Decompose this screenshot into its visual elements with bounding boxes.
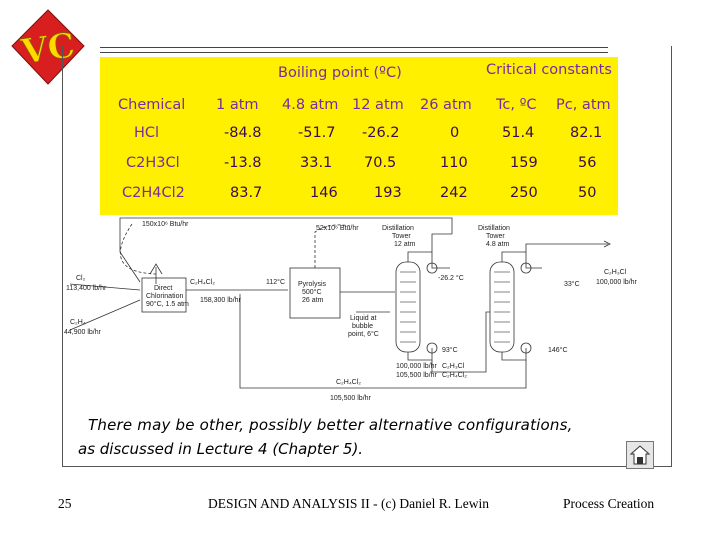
home-icon: [627, 442, 653, 468]
temperature-label: 146°C: [548, 347, 568, 354]
chemical-name: C2H4Cl2: [122, 185, 185, 201]
tower-label: 12 atm: [394, 241, 416, 248]
temperature-label: 93°C: [442, 347, 458, 354]
temperature-label: 33°C: [564, 281, 580, 288]
table-cell: 250: [510, 185, 538, 201]
reactor-label: Chlorination: [146, 293, 184, 300]
table-cell: 193: [374, 185, 402, 201]
recycle-flow-label: 105,500 lb/hr: [330, 395, 371, 402]
temperature-label: -26.2 °C: [438, 275, 464, 282]
heat-duty-label: 52x10⁶ Btu/hr: [316, 225, 359, 232]
critical-constants-header: Critical constants: [486, 62, 612, 78]
course-title: DESIGN AND ANALYSIS II - (c) Daniel R. Lewin: [208, 496, 489, 511]
column-header: 12 atm: [352, 97, 404, 113]
reactor-label: Direct: [154, 285, 173, 292]
table-cell: 83.7: [230, 185, 263, 201]
boiling-point-header: Boiling point (ºC): [278, 65, 402, 81]
table-cell: 159: [510, 155, 538, 171]
column-header: 4.8 atm: [282, 97, 339, 113]
chemical-name: C2H3Cl: [126, 155, 180, 171]
column-header: Chemical: [118, 97, 186, 113]
table-cell: 82.1: [570, 125, 603, 141]
topic-title: Process Creation: [563, 496, 655, 511]
feed-flow-label: 44,900 lb/hr: [64, 329, 101, 336]
column-header: Pc, atm: [556, 97, 611, 113]
bottoms-label: 100,000 lb/hr: [396, 363, 437, 370]
bottoms-label: 105,500 lb/hr: [396, 372, 437, 379]
page-number: 25: [58, 496, 72, 511]
reactor-label: 90°C, 1.5 atm: [146, 301, 189, 308]
bottoms-label: C₂H₄Cl₂: [442, 372, 468, 379]
stream-flow-label: 158,300 lb/hr: [200, 297, 241, 304]
divider-line: [100, 47, 608, 48]
table-cell: 110: [440, 155, 468, 171]
caption-line: There may be other, possibly better alternative configurations,: [88, 416, 573, 434]
recycle-label: C₂H₄Cl₂: [336, 379, 362, 386]
table-cell: 70.5: [364, 155, 397, 171]
liquid-label: bubble: [352, 323, 374, 330]
home-button[interactable]: [626, 441, 654, 469]
tower-label: Distillation: [478, 225, 510, 232]
tower-label: Tower: [392, 233, 411, 240]
divider-line: [100, 52, 608, 53]
table-cell: 56: [578, 155, 597, 171]
table-cell: 51.4: [502, 125, 535, 141]
table-cell: 33.1: [300, 155, 333, 171]
reactor-label: 26 atm: [302, 297, 324, 304]
stream-label: C₂H₄Cl₂: [190, 279, 216, 286]
product-label: C₂H₃Cl: [604, 269, 627, 276]
tower-label: Distillation: [382, 225, 414, 232]
logo-text: VC: [18, 25, 78, 73]
liquid-label: Liquid at: [350, 315, 377, 322]
chemical-name: HCl: [134, 125, 160, 141]
feed-label: C₂H₄: [70, 319, 86, 326]
temperature-label: 112°C: [266, 279, 286, 286]
caption-line: as discussed in Lecture 4 (Chapter 5).: [78, 440, 364, 458]
table-cell: -84.8: [224, 125, 262, 141]
product-flow-label: 100,000 lb/hr: [596, 279, 637, 286]
heat-duty-label: 150x10⁶ Btu/hr: [142, 221, 189, 228]
table-cell: 50: [578, 185, 597, 201]
reactor-label: Pyrolysis: [298, 281, 327, 288]
table-cell: 0: [450, 125, 460, 141]
process-flow-diagram: [60, 212, 660, 412]
table-cell: 146: [310, 185, 338, 201]
table-cell: -51.7: [298, 125, 336, 141]
bottoms-label: C₂H₃Cl: [442, 363, 465, 370]
tower-label: Tower: [486, 233, 505, 240]
table-cell: 242: [440, 185, 468, 201]
reactor-label: 500°C: [302, 289, 322, 296]
column-header: 26 atm: [420, 97, 472, 113]
column-header: Tc, ºC: [496, 97, 537, 113]
boiling-point-table: [100, 57, 618, 215]
table-cell: -13.8: [224, 155, 262, 171]
tower-label: 4.8 atm: [486, 241, 510, 248]
column-header: 1 atm: [216, 97, 259, 113]
feed-label: Cl₂: [76, 275, 86, 282]
table-cell: -26.2: [362, 125, 400, 141]
liquid-label: point, 6°C: [348, 331, 379, 338]
feed-flow-label: 113,400 lb/hr: [66, 285, 107, 292]
